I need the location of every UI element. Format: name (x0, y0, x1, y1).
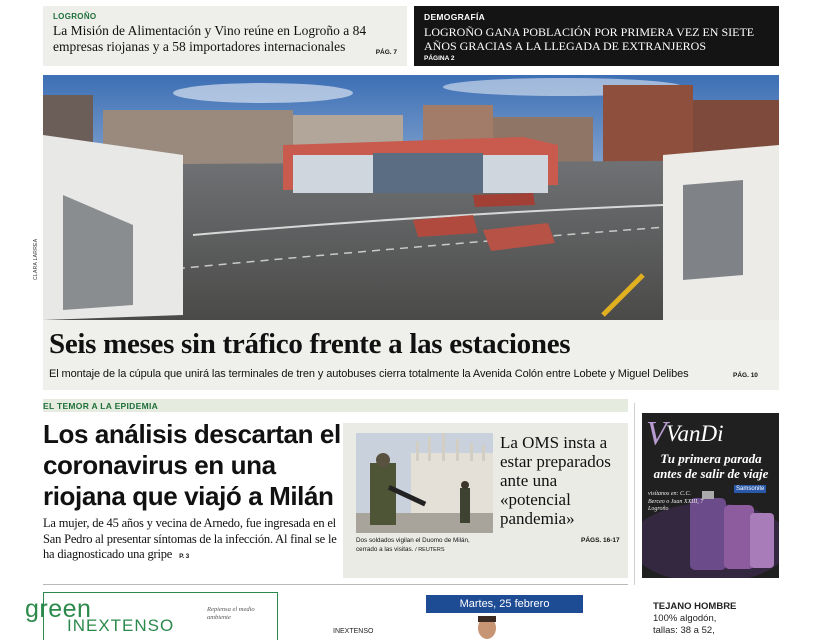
inextenso-small-logo: INEXTENSO (333, 628, 374, 635)
teaser-headline[interactable]: La Misión de Alimentación y Vino reúne en Logroño a 84 empresas riojanas y a 58 importadores internacionales (53, 23, 367, 54)
teaser-kicker: DEMOGRAFÍA (424, 12, 486, 22)
main-story[interactable] (43, 320, 779, 390)
photo-caption (356, 537, 491, 554)
section-label: EL TEMOR A LA EPIDEMIA (43, 401, 159, 411)
green-logo[interactable]: green (25, 595, 92, 623)
coronavirus-headline[interactable]: Los análisis descartan el coronavirus en una riojana que viajó a Milán (43, 419, 341, 511)
main-headline[interactable]: Seis meses sin tráfico frente a las estaciones (49, 328, 571, 360)
main-photo (43, 75, 779, 320)
date-banner: Martes, 25 febrero (426, 595, 583, 613)
tejano-line2: tallas: 38 a 52, (653, 625, 715, 636)
coronavirus-body-text: La mujer, de 45 años y vecina de Arnedo, fue ingresada en el San Pedro al presentar síntomas de la infección. Al final se le ha diagnosticado una gripe (43, 516, 337, 561)
vandi-brand: VanDi (666, 421, 724, 446)
oms-headline[interactable]: La OMS insta a estar preparados ante una «potencial pandemia» (500, 433, 611, 528)
photo-credit: CLARA LARREA (33, 238, 39, 280)
coronavirus-body (43, 516, 343, 565)
vandi-tagline: Tu primera parada antes de salir de viaje (653, 451, 769, 481)
teaser-headline[interactable]: LOGROÑO GANA POBLACIÓN POR PRIMERA VEZ EN SIETE AÑOS GRACIAS A LA LLEGADA DE EXTRANJEROS (424, 25, 755, 53)
samsonite-logo: Samsonite (736, 486, 765, 492)
section-divider (43, 584, 628, 585)
section-bar (43, 399, 628, 412)
green-script: Repiensa el medio ambiente (207, 606, 255, 621)
teaser-logrono[interactable] (43, 6, 407, 66)
tejano-line1: 100% algodón, (653, 613, 717, 624)
page-reference: PÁG. 7 (375, 49, 397, 56)
vandi-logo-icon: V (646, 415, 667, 452)
teaser-demografia[interactable] (414, 6, 779, 66)
page-reference: PÁG. 10 (733, 372, 758, 379)
main-subtitle: El montaje de la cúpula que unirá las terminales de tren y autobuses cierra totalmente la Avenida Colón entre Lobete y Miguel Delibes (49, 368, 689, 380)
vandi-address: visítanos en: C.C. Berceo o Juan XXIII, 7 Logroño (648, 491, 704, 512)
milan-photo (356, 433, 493, 533)
page-reference: PÁGINA 2 (424, 55, 455, 62)
tejano-title: TEJANO HOMBRE (653, 601, 737, 612)
photo-source: / REUTERS (415, 546, 445, 553)
person-photo (470, 616, 505, 640)
inextenso-logo: INEXTENSO (67, 616, 175, 635)
page-reference: P. 3 (179, 553, 190, 560)
column-divider (634, 403, 635, 585)
page-reference: PÁGS. 16-17 (581, 537, 620, 544)
oms-story[interactable] (343, 423, 628, 578)
teaser-kicker: LOGROÑO (53, 12, 97, 21)
tejano-ad[interactable] (653, 601, 778, 637)
vandi-ad[interactable] (642, 413, 779, 578)
photo-caption-text: Dos soldados vigilan el Duomo de Milán, cerrado a las visitas. (356, 537, 470, 553)
